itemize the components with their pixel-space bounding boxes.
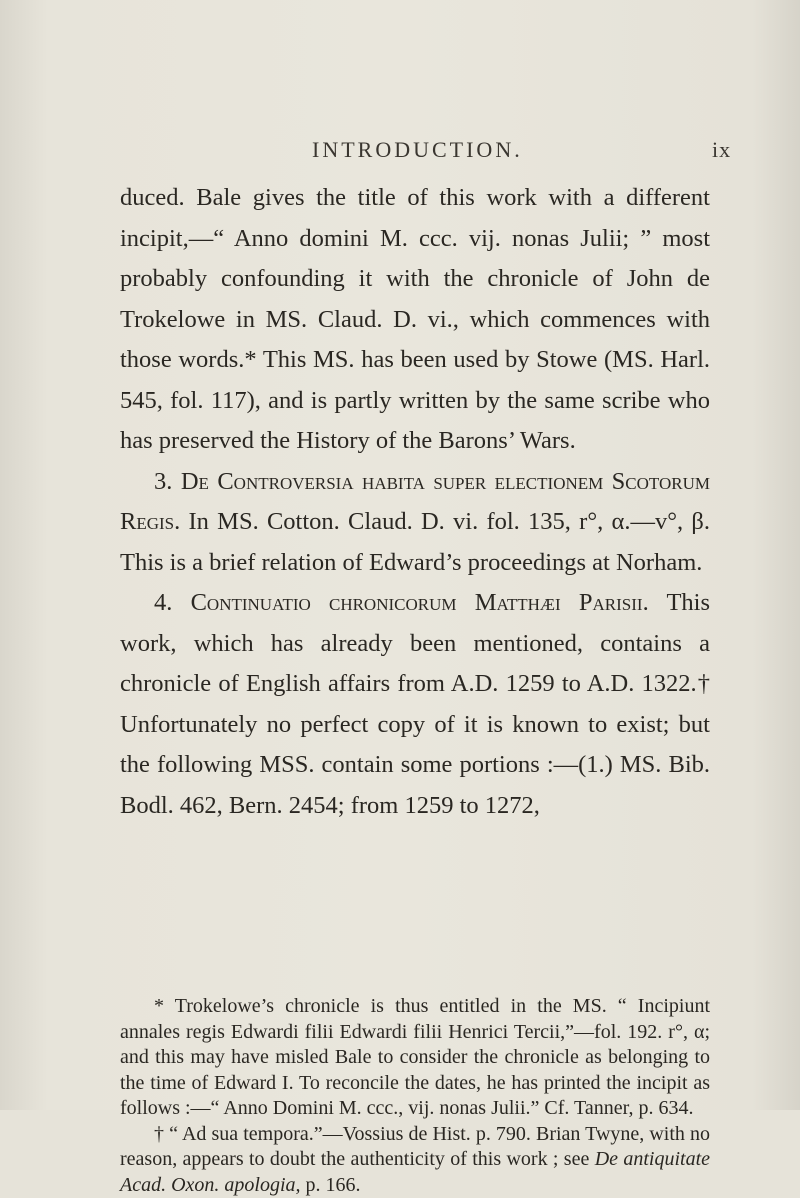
paragraph-item-4	[120, 583, 710, 826]
main-text	[120, 178, 710, 826]
paragraph-item-3	[120, 462, 710, 584]
item-4-number: 4.	[154, 589, 172, 616]
item-3-number: 3.	[154, 468, 172, 495]
running-title: INTRODUCTION.	[312, 137, 523, 163]
footnote-dagger	[120, 1122, 710, 1198]
paragraph-continuation: duced. Bale gives the title of this work with a different incipit,—“ Anno domini M. ccc. vij. nonas Julii; ” most probably confounding it with the chronicle of John de Trokelowe in MS. Claud. D. vi., which commences with those words.* This MS. has been used by Stowe (MS. Harl. 545, fol. 117), and is partly written by the same scribe who has preserved the History of the Barons’ Wars.	[120, 178, 710, 462]
footnotes	[120, 994, 710, 1198]
item-4-title: Continuatio chronicorum Matthæi Parisii.	[191, 589, 649, 616]
footnote-asterisk: * Trokelowe’s chronicle is thus entitled in the MS. “ Incipiunt annales regis Edwardi filii Edwardi filii Henrici Tercii,”—fol. 192. r°, α; and this may have misled Bale to consider the chronicle as belonging to the time of Edward I. To reconcile the dates, he has printed the incipit as follows :—“ Anno Domini M. ccc., vij. nonas Julii.” Cf. Tanner, p. 634.	[120, 994, 710, 1122]
page-number: ix	[712, 137, 731, 163]
footnote-dagger-page: p. 166.	[306, 1174, 361, 1196]
item-3-title: De Controversia habita super electionem Scotorum Regis.	[120, 468, 710, 536]
footnote-dagger-citation: De antiquitate Acad. Oxon. apologia,	[120, 1148, 710, 1196]
item-3-text: In MS. Cotton. Claud. D. vi. fol. 135, r°, α.—v°, β. This is a brief relation of Edward’s proceedings at Norham.	[120, 508, 710, 576]
item-4-text: This work, which has already been mentioned, contains a chronicle of English affairs from A.D. 1259 to A.D. 1322.† Unfortunately no perfect copy of it is known to exist; but the following MSS. contain some portions :—(1.) MS. Bib. Bodl. 462, Bern. 2454; from 1259 to 1272,	[120, 589, 710, 819]
running-head	[0, 137, 800, 167]
footnote-dagger-text: † “ Ad sua tempora.”—Vossius de Hist. p. 790. Brian Twyne, with no reason, appears to doubt the authenticity of this work ; see	[120, 1123, 710, 1171]
